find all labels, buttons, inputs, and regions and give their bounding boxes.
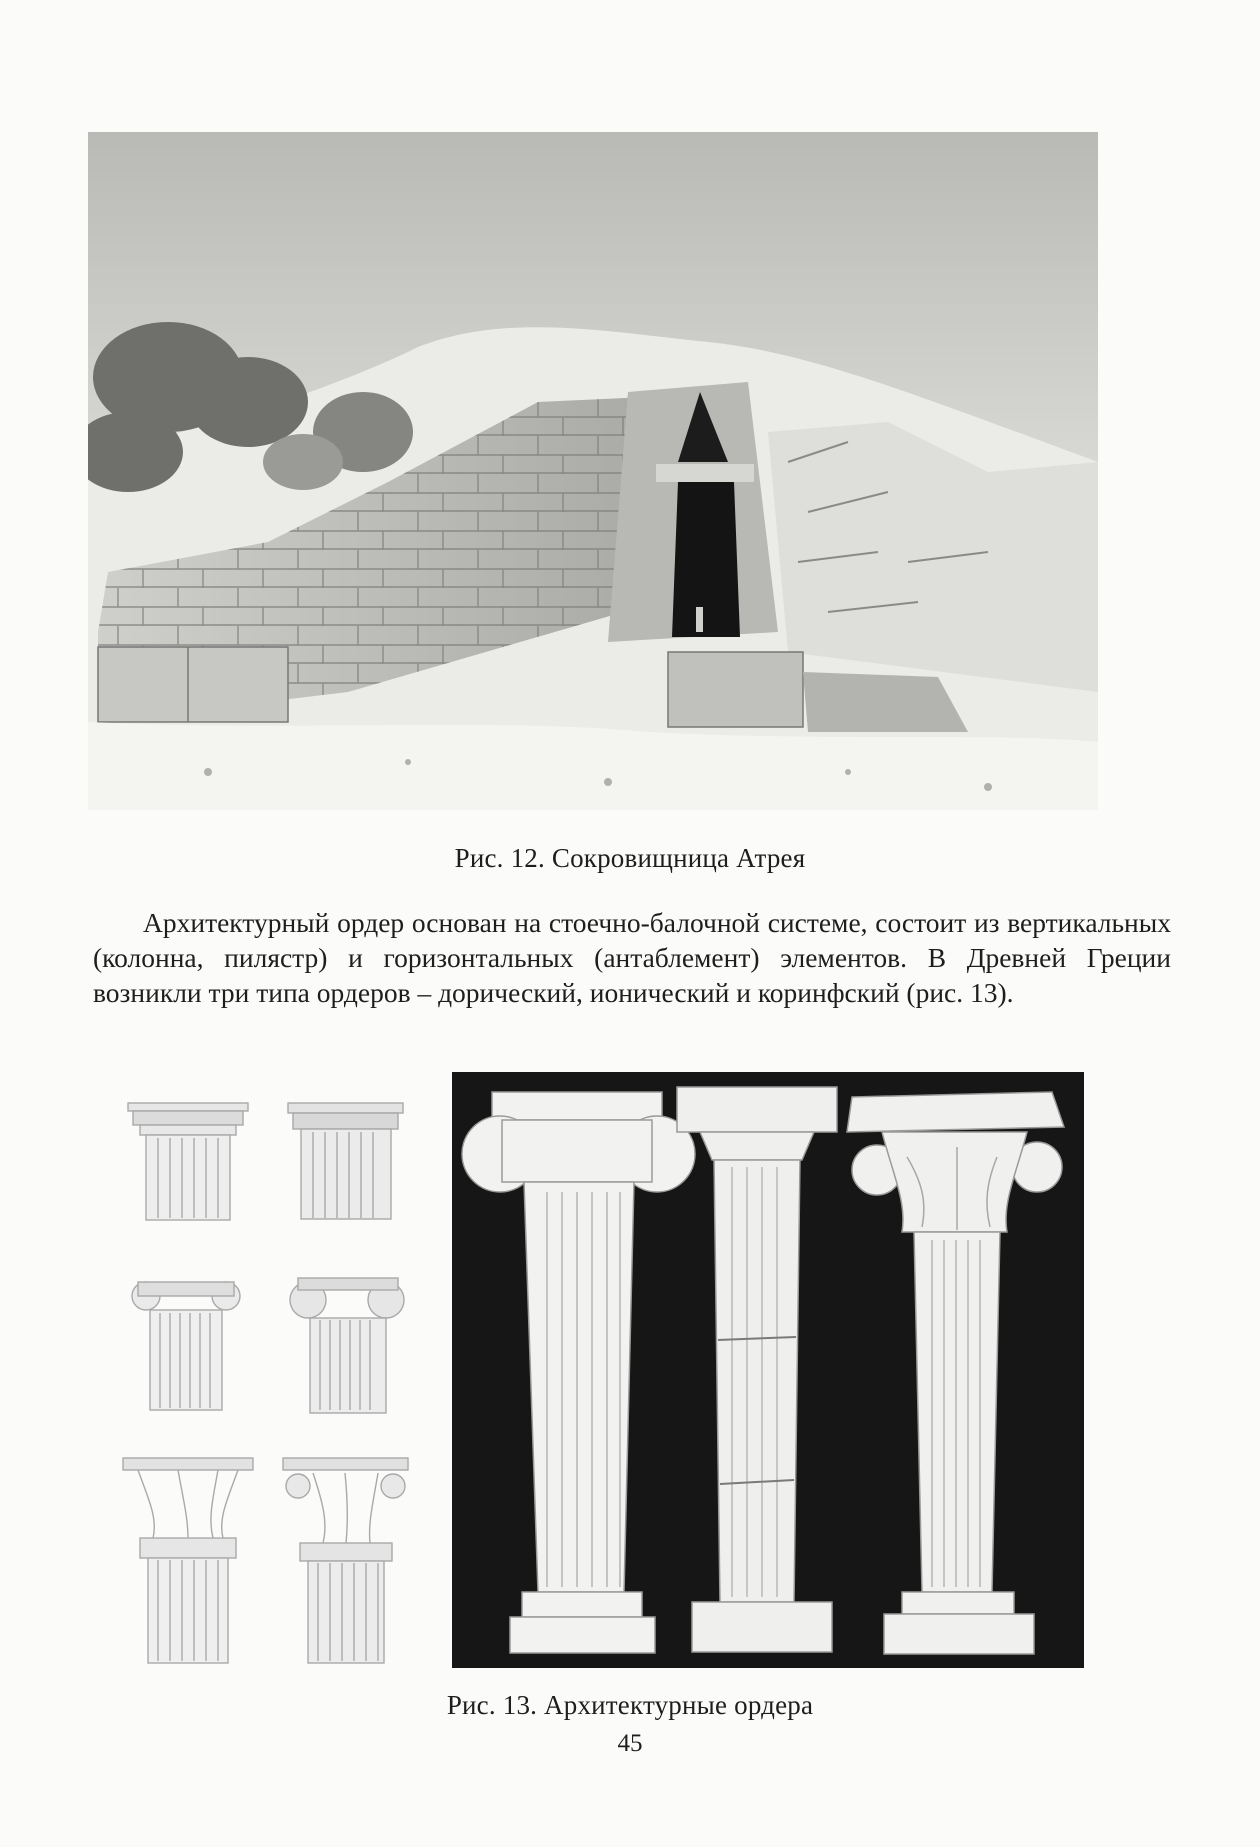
orders-drawings	[118, 1098, 438, 1668]
page-number: 45	[617, 1730, 643, 1757]
three-orders-photo	[452, 1072, 1084, 1668]
ionic-column-drawing-2	[290, 1278, 404, 1413]
body-paragraph	[93, 905, 1171, 1010]
doric-column-drawing-2	[288, 1103, 403, 1219]
figure-12-caption: Рис. 12. Сокровищница Атрея	[454, 843, 806, 873]
doric-column-drawing-1	[128, 1103, 248, 1220]
paragraph-text: Архитектурный ордер основан на стоечно-балочной системе, состоит из вертикальных (колонна, пилястр) и горизонтальных (антаблемент) элементов. В Древней Греции возникли три типа ордеров – дорический, ионический и коринфский (рис. 13).	[93, 907, 1171, 1008]
corinthian-column-drawing-1	[123, 1458, 253, 1663]
ionic-column-drawing-1	[132, 1282, 240, 1410]
treasury-of-atreus-photo	[88, 132, 1098, 810]
corinthian-column-drawing-2	[283, 1458, 408, 1663]
figure-13-caption: Рис. 13. Архитектурные ордера	[446, 1690, 814, 1720]
